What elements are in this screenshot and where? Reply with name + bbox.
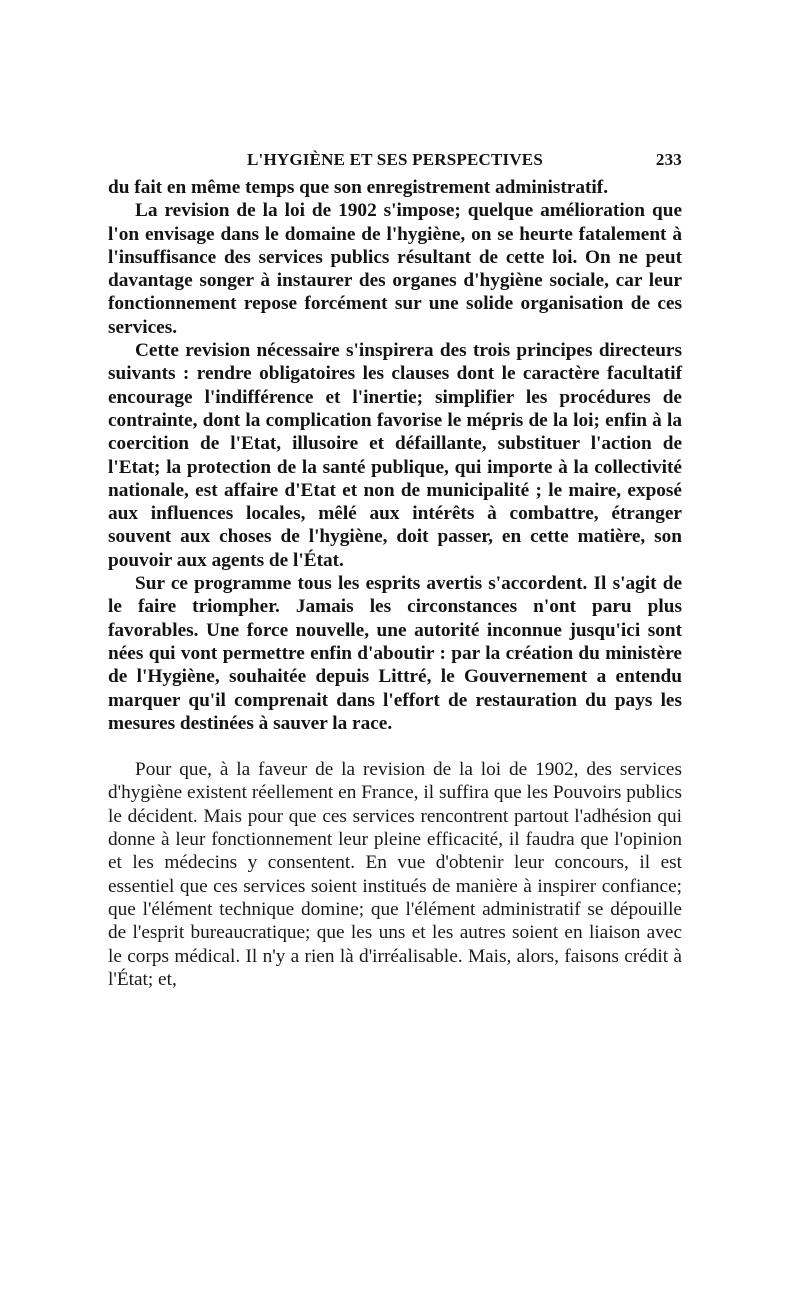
paragraph-principes: Cette revision nécessaire s'inspirera des trois principes directeurs suivants : rendre obligatoires les clauses dont le caractère facultatif encourage l'indifférence et l'inertie; simplifier les procédures de contrainte, dont la complication favorise le mépris de la loi; enfin à la coercition de l'Etat, illusoire et défaillante, substituer l'action de l'Etat; la protection de la santé publique, qui importe à la collectivité nationale, est affaire d'Etat et non de municipalité ; le maire, exposé aux influences locales, mêlé aux intérêts à combattre, étranger souvent aux choses de l'hygiène, doit passer, en cette matière, son pouvoir aux agents de l'État. xyxy=(108,340,682,571)
paragraph-loi-1902: La revision de la loi de 1902 s'impose; quelque amélioration que l'on envisage dans le domaine de l'hygiène, on se heurte fatalement à l'insuffisance des services publics résultant de cette loi. On ne peut davantage songer à instaurer des organes d'hygiène sociale, car leur fonctionnement repose forcément sur une solide organisation de ces services. xyxy=(108,200,682,338)
paragraph-services-hygiene: Pour que, à la faveur de la revision de la loi de 1902, des services d'hygiène existent réellement en France, il suffira que les Pouvoirs publics le décident. Mais pour que ces services rencontrent partout l'adhésion qui donne à leur fonctionnement leur pleine efficacité, il faudra que l'opinion et les médecins y consentent. En vue d'obtenir leur concours, il est essentiel que ces services soient institués de manière à inspirer confiance; que l'élément technique domine; que l'élément administratif se dépouille de l'esprit bureaucratique; que les uns et les autres soient en liaison avec le corps médical. Il n'y a rien là d'irréalisable. Mais, alors, faisons crédit à l'État; et, xyxy=(108,759,682,990)
bold-text-section xyxy=(108,176,682,735)
running-title: L'HYGIÈNE ET SES PERSPECTIVES xyxy=(246,150,543,169)
page-number: 233 xyxy=(655,150,682,169)
book-page xyxy=(108,146,682,991)
running-header xyxy=(108,146,682,176)
paragraph-programme: Sur ce programme tous les esprits avertis s'accordent. Il s'agit de le faire triompher. Jamais les circonstances n'ont paru plus favorables. Une force nouvelle, une autorité inconnue jusqu'ici sont nées qui vont permettre enfin d'aboutir : par la création du ministère de l'Hygiène, souhaitée depuis Littré, le Gouvernement a entendu marquer qu'il comprenait dans l'effort de restauration du pays les mesures destinées à sauver la race. xyxy=(108,573,682,734)
regular-text-section xyxy=(108,758,682,991)
paragraph-continuation: du fait en même temps que son enregistrement administratif. xyxy=(108,177,609,198)
